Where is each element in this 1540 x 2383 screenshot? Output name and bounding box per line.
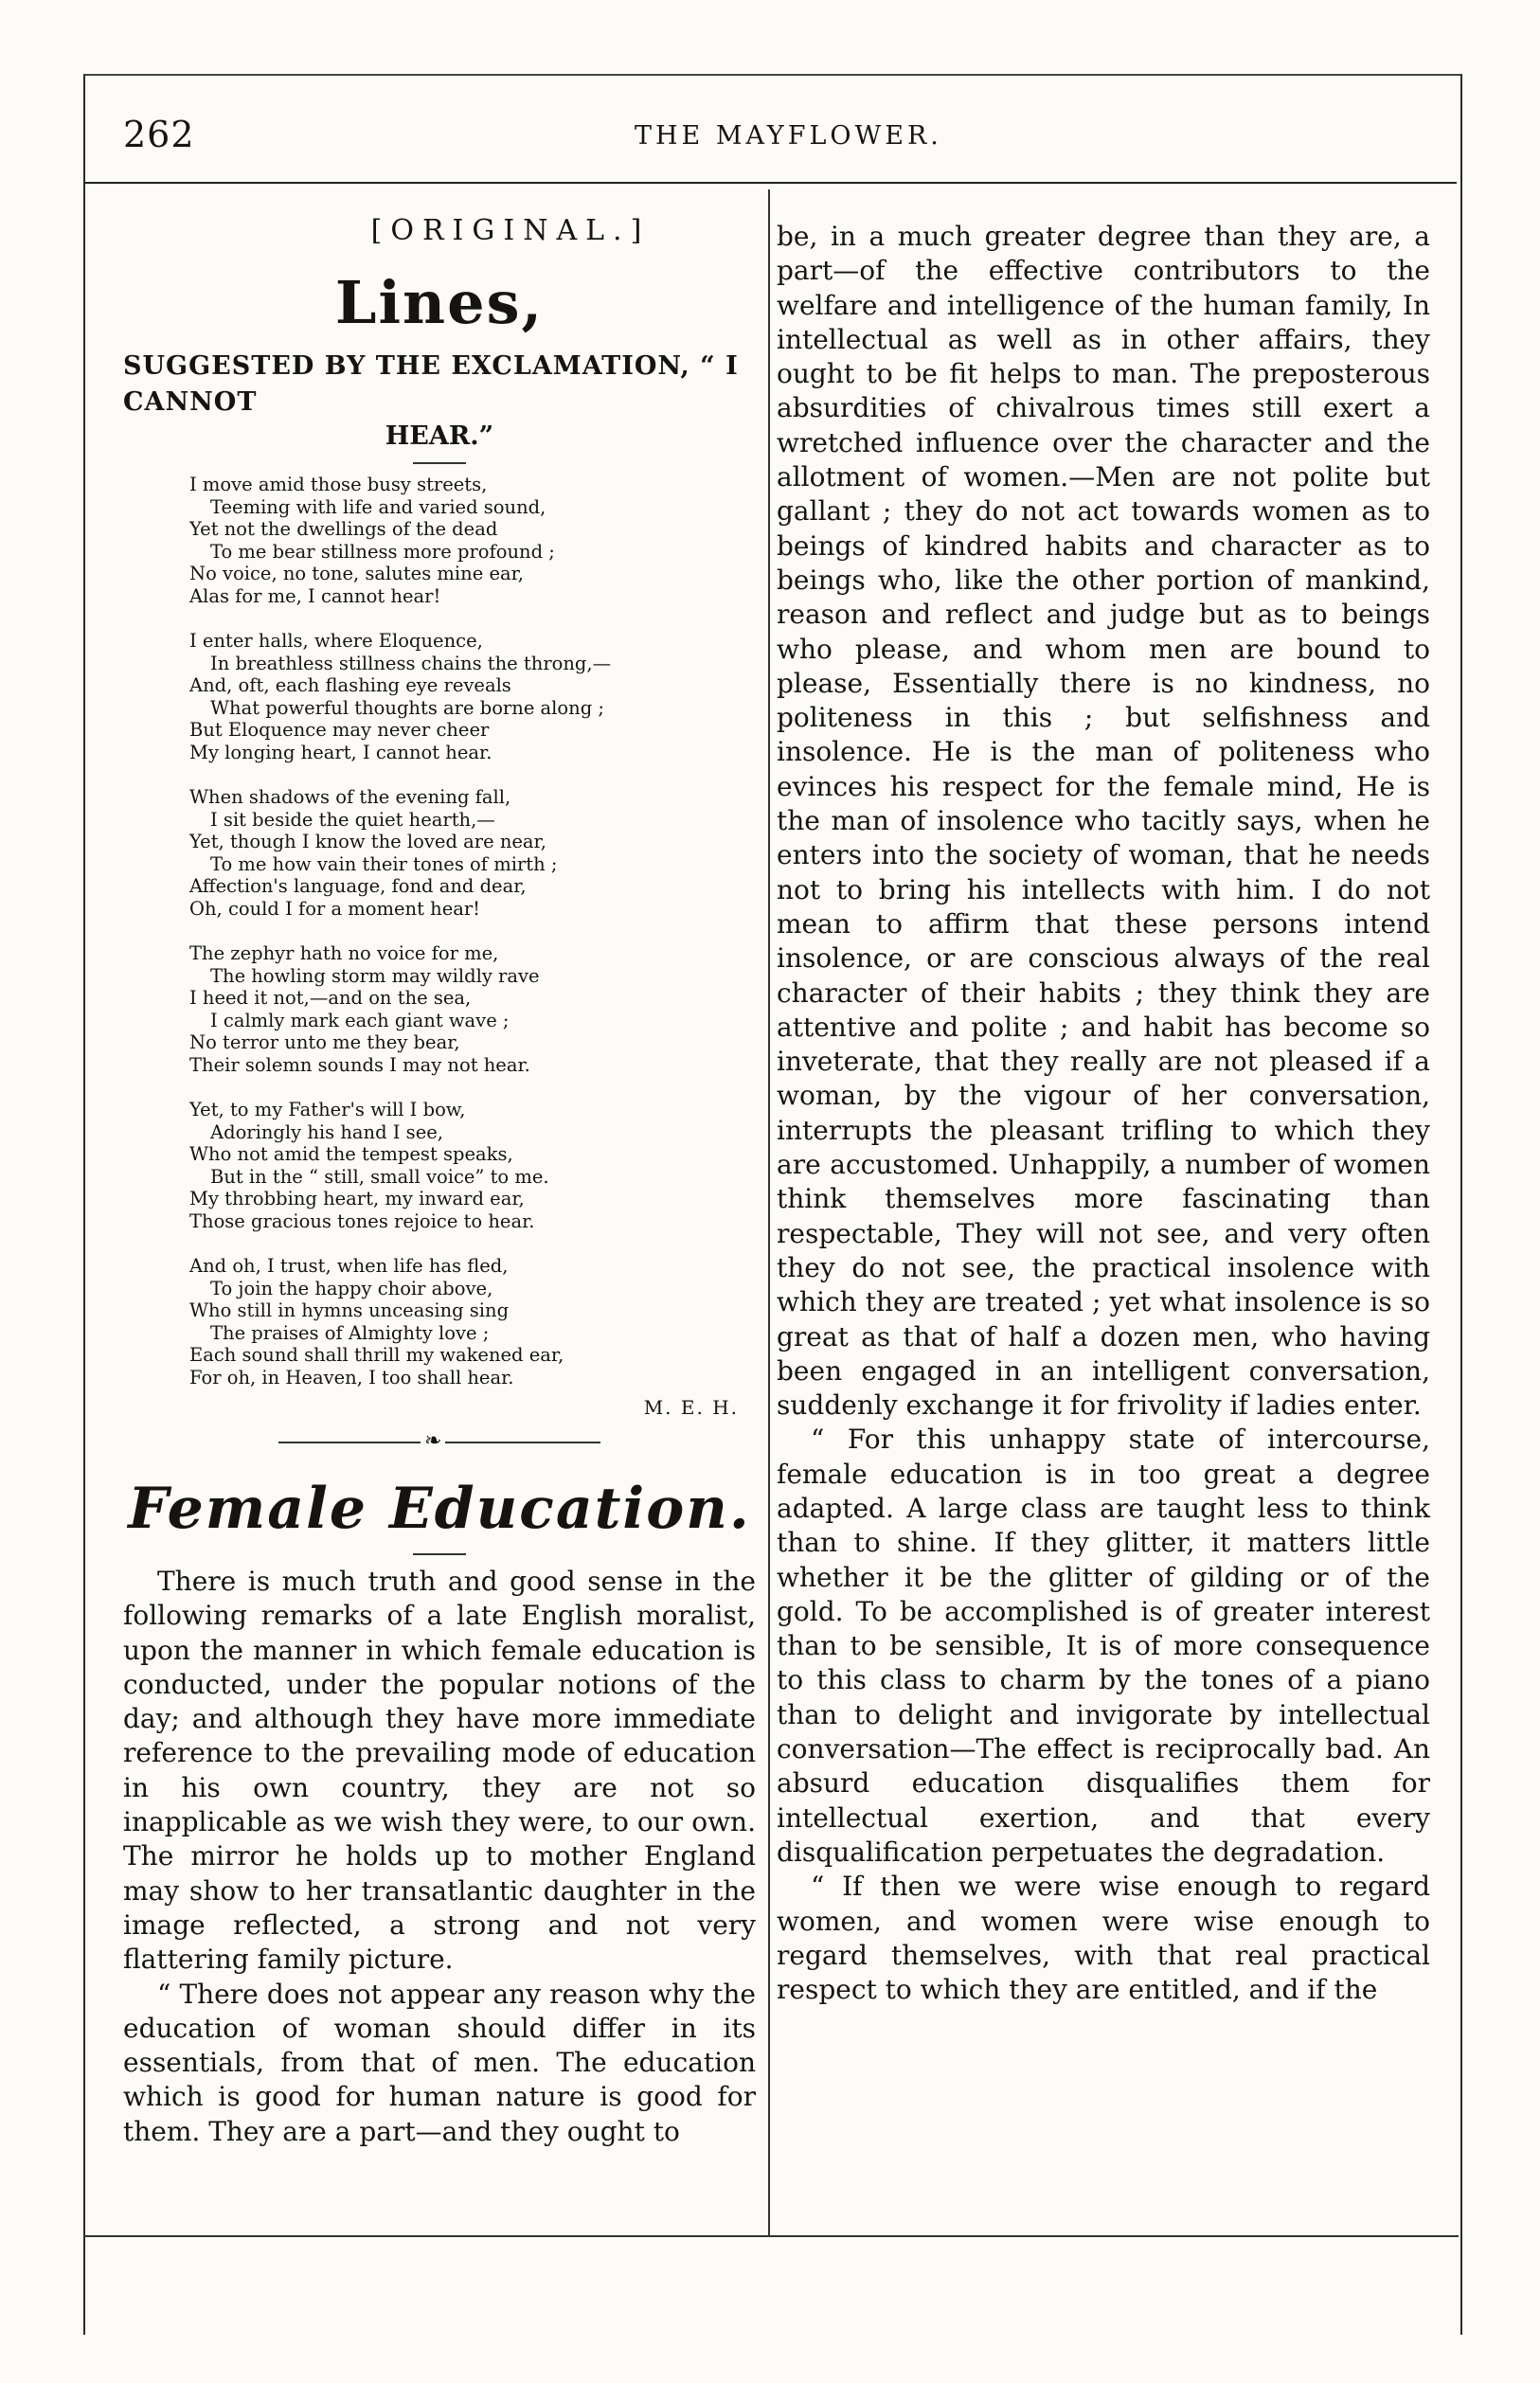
article-title: Female Education. bbox=[128, 1476, 751, 1542]
poem-stanza bbox=[189, 474, 756, 607]
poem-line: No voice, no tone, salutes mine ear, bbox=[189, 563, 524, 584]
poem-line: I move amid those busy streets, bbox=[189, 474, 488, 495]
poem-stanza bbox=[189, 1255, 756, 1389]
page-number: 262 bbox=[123, 114, 195, 155]
poem-stanza bbox=[189, 1099, 756, 1232]
fleuron-icon: ❧ bbox=[421, 1429, 445, 1453]
poem-line: Yet not the dwellings of the dead bbox=[189, 518, 498, 540]
poem-signature: M. E. H. bbox=[643, 1396, 739, 1419]
page-header bbox=[123, 102, 1449, 170]
poem-line: The zephyr hath no voice for me, bbox=[189, 942, 499, 964]
poem-line: Who still in hymns unceasing sing bbox=[189, 1299, 510, 1321]
poem-line: The praises of Almighty love ; bbox=[210, 1321, 490, 1344]
article-title-rule bbox=[413, 1553, 466, 1555]
poem-line: Their solemn sounds I may not hear. bbox=[189, 1053, 530, 1076]
right-column bbox=[777, 220, 1430, 2007]
poem-line: No terror unto me they bear, bbox=[189, 1031, 460, 1053]
poem-line: What powerful thoughts are borne along ; bbox=[210, 696, 604, 719]
poem-line: I heed it not,—and on the sea, bbox=[189, 987, 472, 1009]
poem-line: In breathless stillness chains the throng,— bbox=[210, 652, 612, 674]
poem-stanza bbox=[189, 786, 756, 920]
poem-line: Teeming with life and varied sound, bbox=[210, 495, 546, 518]
bottom-rule bbox=[83, 2235, 1459, 2237]
poem-title: Lines, bbox=[334, 268, 545, 337]
poem-line: When shadows of the evening fall, bbox=[189, 786, 511, 808]
poem-line: My throbbing heart, my inward ear, bbox=[189, 1188, 525, 1209]
poem-line: Adoringly his hand I see, bbox=[210, 1120, 443, 1143]
poem-line: Each sound shall thrill my wakened ear, bbox=[189, 1344, 564, 1366]
poem-line: I enter halls, where Eloquence, bbox=[189, 630, 483, 652]
poem-stanza bbox=[189, 942, 756, 1076]
article-paragraph: be, in a much greater degree than they are, a part—of the effective contributors to the welfare and intelligence of the human family, In intellectual as well as in other affairs, they ought to be fit helps to man. The preposterous absurdities of chivalrous times still exert a wretched influence over the character and the allotment of women.—Men are not polite but gallant ; they do not act towards women as to beings of kindred habits and character as to beings who, like the other portion of mankind, reason and reflect and judge but as to beings who please, and whom men are bound to please, Essentially there is no kindness, no politeness in this ; but selfishness and insolence. He is the man of politeness who evinces his respect for the female mind, He is the man of insolence who tacitly says, when he enters into the society of woman, that he needs not to bring his intellects with him. I do not mean to affirm that these persons intend insolence, or are conscious always of the real character of their habits ; they think they are attentive and polite ; and habit has become so inveterate, that they really are not pleased if a woman, by the vigour of her conversation, interrupts the pleasant trifling to which they are accustomed. Unhappily, a number of women think themselves more fascinating than respectable, They will not see, and very often they do not see, the practical insolence with which they are treated ; yet what insolence is so great as that of half a dozen men, who having been engaged in an intelligent conversation, suddenly exchange it for frivolity if ladies enter. bbox=[777, 221, 1430, 1422]
poem-line: Who not amid the tempest speaks, bbox=[189, 1143, 513, 1165]
poem-line: And oh, I trust, when life has fled, bbox=[189, 1255, 509, 1277]
poem-line: To me bear stillness more profound ; bbox=[210, 540, 555, 563]
title-rule bbox=[413, 462, 466, 464]
poem-line: But in the “ still, small voice” to me. bbox=[210, 1165, 549, 1188]
poem-line: I sit beside the quiet hearth,— bbox=[210, 808, 495, 831]
poem-line: I calmly mark each giant wave ; bbox=[210, 1009, 510, 1031]
poem-line: Oh, could I for a moment hear! bbox=[189, 897, 481, 920]
article-paragraph: There is much truth and good sense in the following remarks of a late English moralist, upon the manner in which female education is conducted, under the popular notions of the day; and although they have more immediate reference to the prevailing mode of education in his own country, they are not so inapplicable as we wish they were, to our own. The mirror he holds up to mother England may show to her transatlantic daughter in the image reflected, a strong and not very flattering family picture. bbox=[123, 1566, 756, 1976]
poem-line: Yet, to my Father's will I bow, bbox=[189, 1099, 466, 1120]
poem-line: To join the happy choir above, bbox=[210, 1277, 493, 1299]
poem-subtitle: SUGGESTED BY THE EXCLAMATION, “ I CANNOT bbox=[123, 351, 739, 417]
poem-line: My longing heart, I cannot hear. bbox=[189, 741, 492, 763]
original-label: [ORIGINAL.] bbox=[370, 214, 651, 247]
poem-line: The howling storm may wildly rave bbox=[210, 964, 540, 987]
poem-line: Affection's language, fond and dear, bbox=[189, 875, 527, 897]
section-ornament-rule bbox=[278, 1429, 600, 1462]
header-rule bbox=[85, 182, 1457, 184]
poem-line: Those gracious tones rejoice to hear. bbox=[189, 1209, 535, 1232]
poem-stanza bbox=[189, 630, 756, 763]
poem-line: And, oft, each flashing eye reveals bbox=[189, 674, 511, 696]
poem-line: Yet, though I know the loved are near, bbox=[189, 831, 546, 852]
left-column bbox=[123, 206, 756, 2149]
poem-line: But Eloquence may never cheer bbox=[189, 719, 490, 741]
poem-line: For oh, in Heaven, I too shall hear. bbox=[189, 1366, 514, 1389]
article-paragraph: “ If then we were wise enough to regard women, and women were wise enough to regard themselves, with that real practical respect to which they are entitled, and if the bbox=[777, 1871, 1430, 2006]
poem-line: To me how vain their tones of mirth ; bbox=[210, 852, 558, 875]
poem-subtitle-continued: HEAR.” bbox=[385, 421, 494, 451]
article-paragraph: “ For this unhappy state of intercourse, female education is in too great a degree adapted. A large class are taught less to think than to shine. If they glitter, it matters little whether it be the glitter of gilding or of the gold. To be accomplished is of greater interest than to be sensible, It is of more consequence to this class to charm by the tones of a piano than to delight and invigorate by intellectual conversation—The effect is reciprocally bad. An absurd education disqualifies them for intellectual exertion, and that every disqualification perpetuates the degradation. bbox=[777, 1424, 1430, 1868]
poem-line: Alas for me, I cannot hear! bbox=[189, 584, 441, 607]
article-paragraph: “ There does not appear any reason why the education of woman should differ in its essentials, from that of men. The education which is good for human nature is good for them. They are a part—and they ought to bbox=[123, 1978, 756, 2147]
column-divider bbox=[768, 189, 770, 2235]
journal-title: THE MAYFLOWER. bbox=[635, 121, 942, 151]
